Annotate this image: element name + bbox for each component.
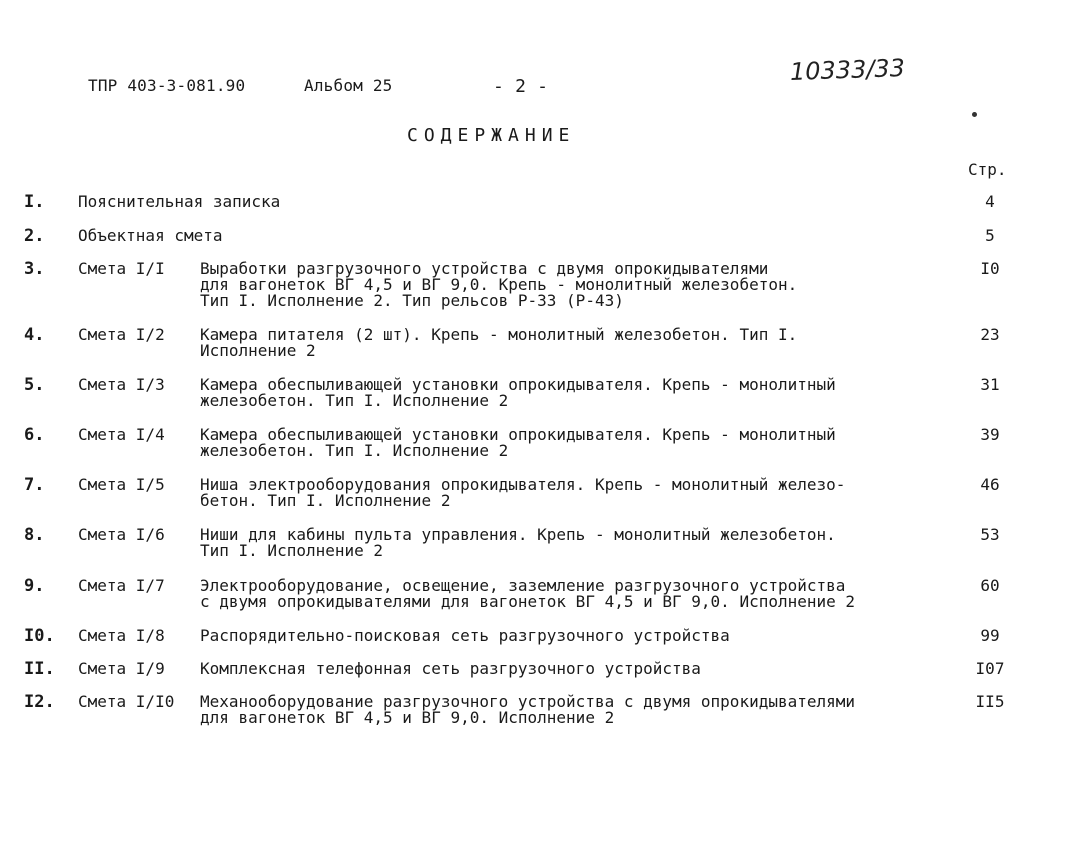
- entry-code: Смета I/6: [78, 525, 165, 544]
- document-code: ТПР 403-3-081.90: [88, 76, 246, 95]
- entry-code: Смета I/7: [78, 576, 165, 595]
- entry-code: Смета I/2: [78, 325, 165, 344]
- entry-code: Смета I/3: [78, 375, 165, 394]
- entry-description: Ниши для кабины пульта управления. Крепь - монолитный железобетон. Тип I. Исполнение 2: [200, 525, 836, 560]
- entry-page: II5: [975, 692, 1005, 711]
- entry-number: 3.: [24, 259, 45, 279]
- entry-number: I.: [24, 192, 45, 212]
- entry-description: Объектная смета: [78, 226, 223, 245]
- entry-page: 31: [980, 375, 1000, 394]
- entry-page: 39: [980, 425, 1000, 444]
- entry-description: Распорядительно-поисковая сеть разгрузочного устройства: [200, 626, 730, 645]
- entry-description: Механооборудование разгрузочного устройства с двумя опрокидывателями для вагонеток ВГ 4,5 и ВГ 9,0. Исполнение 2: [200, 692, 856, 727]
- inventory-number-handwritten: 10333/33: [789, 53, 906, 86]
- entry-page: 99: [980, 626, 1000, 645]
- entry-description: Камера питателя (2 шт). Крепь - монолитный железобетон. Тип I. Исполнение 2: [200, 325, 798, 360]
- entry-code: Смета I/I0: [78, 692, 175, 711]
- entry-page: 46: [980, 475, 1000, 494]
- entry-number: II.: [24, 659, 55, 679]
- entry-number: 2.: [24, 226, 45, 246]
- entry-number: I0.: [24, 626, 55, 646]
- entry-code: Смета I/9: [78, 659, 165, 678]
- entry-description: Выработки разгрузочного устройства с двумя опрокидывателями для вагонеток ВГ 4,5 и ВГ 9,0. Крепь - монолитный железобетон. Тип I. Исполнение 2. Тип рельсов Р-33 (Р-43): [200, 259, 798, 310]
- entry-number: 8.: [24, 525, 45, 545]
- entry-page: 60: [980, 576, 1000, 595]
- entry-number: 9.: [24, 576, 45, 596]
- entry-number: 4.: [24, 325, 45, 345]
- entry-page: I07: [975, 659, 1005, 678]
- entry-page: 5: [985, 226, 995, 245]
- entry-code: Смета I/I: [78, 259, 165, 278]
- entry-page: I0: [980, 259, 1000, 278]
- entry-code: Смета I/8: [78, 626, 165, 645]
- entry-description: Камера обеспыливающей установки опрокидывателя. Крепь - монолитный железобетон. Тип I. Исполнение 2: [200, 425, 836, 460]
- entry-description: Комплексная телефонная сеть разгрузочного устройства: [200, 659, 701, 678]
- entry-description: Пояснительная записка: [78, 192, 281, 211]
- entry-description: Камера обеспыливающей установки опрокидывателя. Крепь - монолитный железобетон. Тип I. Исполнение 2: [200, 375, 836, 410]
- entry-number: 6.: [24, 425, 45, 445]
- entry-page: 53: [980, 525, 1000, 544]
- entry-number: 7.: [24, 475, 45, 495]
- album-label: Альбом 25: [304, 76, 393, 95]
- entry-page: 4: [985, 192, 995, 211]
- entry-code: Смета I/5: [78, 475, 165, 494]
- page-number: - 2 -: [493, 76, 549, 97]
- entry-page: 23: [980, 325, 1000, 344]
- entry-number: I2.: [24, 692, 55, 712]
- entry-description: Ниша электрооборудования опрокидывателя. Крепь - монолитный железо- бетон. Тип I. Исполнение 2: [200, 475, 846, 510]
- entry-number: 5.: [24, 375, 45, 395]
- entry-code: Смета I/4: [78, 425, 165, 444]
- page-title: СОДЕРЖАНИЕ: [407, 125, 576, 146]
- page-column-header: Стр.: [968, 160, 1007, 179]
- entry-description: Электрооборудование, освещение, заземление разгрузочного устройства с двумя опрокидывателями для вагонеток ВГ 4,5 и ВГ 9,0. Исполнение 2: [200, 576, 856, 611]
